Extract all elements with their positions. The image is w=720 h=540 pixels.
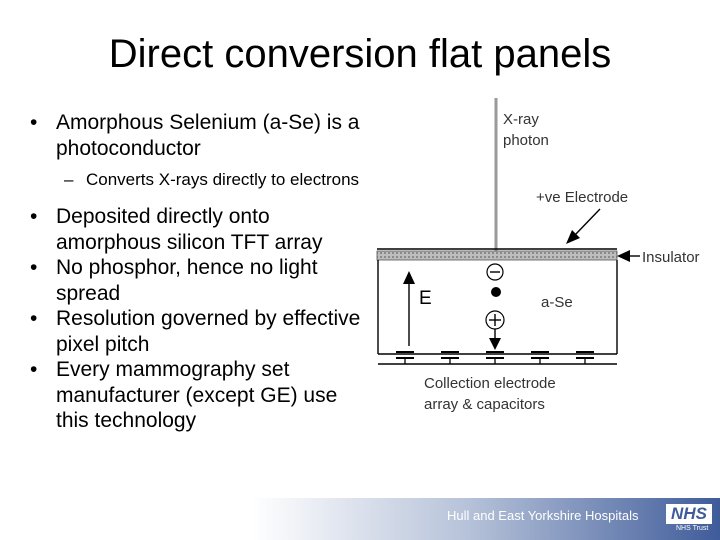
electrode-pointer [574, 209, 600, 236]
slide-title: Direct conversion flat panels [108, 32, 612, 76]
bullet-text: No phosphor, hence no light spread [56, 256, 318, 305]
bullet-text: Amorphous Selenium (a-Se) is a photoconductor [56, 111, 360, 160]
bullet-text: Resolution governed by effective pixel pitch [56, 307, 361, 356]
field-label: E [419, 288, 432, 309]
xray-label: photon [503, 132, 549, 149]
photon-interaction-dot [491, 287, 501, 297]
sub-bullet-dash: – [64, 170, 74, 189]
material-label: a-Se [541, 294, 573, 311]
hole-drift-arrowhead [489, 338, 501, 350]
bullet-text: Every mammography set manufacturer (except GE) use this technology [56, 358, 338, 432]
nhs-trust-label: NHS Trust [676, 525, 709, 532]
bullet-dot: • [30, 358, 38, 381]
footer-org-name: Hull and East Yorkshire Hospitals [447, 508, 639, 523]
insulator-layer [377, 251, 617, 260]
bullet-dot: • [30, 111, 38, 134]
bullet-text: Deposited directly onto amorphous silicon TFT array [56, 205, 323, 254]
electrode-label: +ve Electrode [536, 189, 629, 206]
collection-label: Collection electrode [424, 375, 556, 392]
xray-label: X-ray [503, 111, 539, 128]
insulator-label: Insulator [642, 249, 700, 266]
nhs-logo: NHS [666, 504, 712, 524]
insulator-arrowhead [617, 250, 630, 262]
bullet-dot: • [30, 307, 38, 330]
bullet-dot: • [30, 256, 38, 279]
bullet-dot: • [30, 205, 38, 228]
collection-label: array & capacitors [424, 396, 545, 413]
sub-bullet-text: Converts X-rays directly to electrons [86, 170, 360, 189]
field-arrowhead [403, 271, 415, 284]
